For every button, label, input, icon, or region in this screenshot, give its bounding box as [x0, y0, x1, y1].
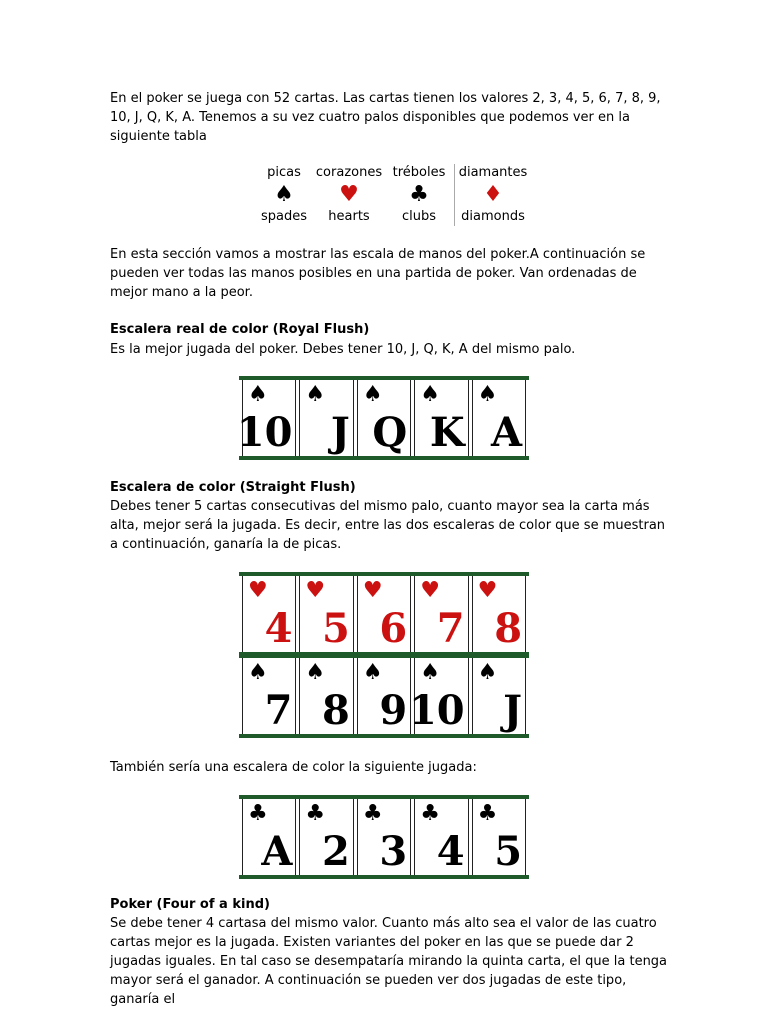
card-suit-icon: ♥	[420, 578, 440, 603]
playing-card	[357, 576, 411, 652]
card-rank: 4	[264, 605, 293, 652]
suit-english: spades	[260, 209, 307, 224]
suit-column-clubs	[384, 164, 454, 226]
playing-card	[299, 658, 353, 734]
playing-card	[299, 576, 353, 652]
card-suit-icon: ♣	[420, 801, 440, 826]
card-rank: 4	[436, 828, 465, 875]
royal-flush-heading: Escalera real de color (Royal Flush)	[110, 322, 370, 337]
card-suit-icon: ♠	[305, 660, 326, 685]
suit-column-diamonds	[454, 164, 531, 226]
spade-icon: ♠	[274, 182, 294, 207]
card-suit-icon: ♣	[248, 801, 268, 826]
card-suit-icon: ♠	[420, 382, 440, 407]
royal-flush-cards	[236, 376, 529, 460]
also-straight-text: También sería una escalera de color la siguiente jugada:	[110, 760, 477, 775]
card-rank: 6	[379, 605, 408, 652]
suit-name: tréboles	[392, 165, 446, 180]
suit-name: corazones	[315, 165, 383, 180]
card-rank: 10	[408, 687, 465, 734]
card-suit-icon: ♠	[362, 382, 383, 407]
poker-text: Se debe tener 4 cartasa del mismo valor. Cuanto más alto sea el valor de las cuatro cartas mejor es la jugada. Existen variantes del poker en las que se puede dar 2 jugadas iguales. En tal caso se desempataría mirando la quinta carta, el que la tenga mayor será el ganador. A continuación se pueden ver dos jugadas de este tipo, ganaría el	[110, 916, 668, 1007]
suit-english: clubs	[401, 209, 437, 224]
card-rank: 2	[321, 828, 350, 875]
section-intro-paragraph: En esta sección vamos a mostrar las escala de manos del poker.A continuación se pueden ver todas las manos posibles en una partida de poker. Van ordenadas de mejor mano a la peor.	[110, 247, 646, 300]
suit-name: picas	[267, 165, 301, 180]
card-rank: J	[330, 409, 350, 456]
suit-english: hearts	[328, 209, 370, 224]
card-rank: 7	[264, 687, 293, 734]
clubs-straight-cards	[239, 795, 529, 879]
suit-english: diamonds	[461, 209, 525, 224]
card-suit-icon: ♣	[362, 801, 383, 826]
card-rank: 3	[379, 828, 408, 875]
poker-heading: Poker (Four of a kind)	[110, 897, 270, 912]
diamond-icon: ♦	[483, 182, 503, 207]
straight-flush-heading: Escalera de color (Straight Flush)	[110, 480, 356, 495]
hearts-straight-cards	[239, 572, 529, 656]
card-suit-icon: ♥	[362, 578, 383, 603]
card-suit-icon: ♥	[305, 578, 326, 603]
card-rank: J	[503, 687, 523, 734]
card-rank: A	[490, 409, 523, 456]
card-rank: 8	[494, 605, 523, 652]
playing-card	[414, 576, 468, 652]
playing-card	[414, 380, 468, 456]
playing-card	[242, 576, 296, 652]
card-rank: 5	[321, 605, 350, 652]
card-rank: 8	[321, 687, 350, 734]
card-suit-icon: ♣	[477, 801, 498, 826]
card-suit-icon: ♣	[305, 801, 326, 826]
playing-card	[414, 799, 468, 875]
playing-card	[408, 658, 468, 734]
card-suit-icon: ♠	[248, 382, 268, 407]
playing-card	[472, 576, 526, 652]
suits-table	[254, 164, 531, 226]
playing-card	[236, 380, 296, 456]
card-rank: 5	[494, 828, 523, 875]
playing-card	[242, 658, 296, 734]
straight-flush-text: Debes tener 5 cartas consecutivas del mismo palo, cuanto mayor sea la carta más alta, mejor será la jugada. Es decir, entre las dos escaleras de color que se muestran a continuación, ganaría la de picas.	[110, 499, 666, 552]
playing-card	[242, 799, 296, 875]
intro-paragraph: En el poker se juega con 52 cartas. Las cartas tienen los valores 2, 3, 4, 5, 6, 7, 8, 9, 10, J, Q, K, A. Tenemos a su vez cuatro palos disponibles que podemos ver en la siguiente tabla	[110, 91, 661, 144]
playing-card	[472, 799, 526, 875]
playing-card	[357, 658, 411, 734]
playing-card	[472, 658, 526, 734]
card-suit-icon: ♠	[477, 660, 498, 685]
card-rank: Q	[372, 409, 408, 456]
card-rank: K	[429, 409, 465, 456]
card-suit-icon: ♠	[420, 660, 440, 685]
playing-card	[472, 380, 526, 456]
card-suit-icon: ♠	[362, 660, 383, 685]
suit-column-hearts	[314, 164, 384, 226]
card-rank: 7	[436, 605, 465, 652]
card-rank: 9	[379, 687, 408, 734]
royal-flush-text: Es la mejor jugada del poker. Debes tener 10, J, Q, K, A del mismo palo.	[110, 342, 576, 357]
spades-straight-cards	[239, 654, 529, 738]
card-suit-icon: ♥	[248, 578, 268, 603]
club-icon: ♣	[409, 182, 429, 207]
playing-card	[357, 380, 411, 456]
card-suit-icon: ♠	[305, 382, 326, 407]
playing-card	[299, 380, 353, 456]
card-rank: 10	[236, 409, 293, 456]
suit-name: diamantes	[458, 165, 528, 180]
heart-icon: ♥	[339, 182, 359, 207]
card-rank: A	[261, 828, 293, 875]
suit-column-spades	[254, 164, 314, 226]
card-suit-icon: ♠	[248, 660, 268, 685]
playing-card	[357, 799, 411, 875]
card-suit-icon: ♠	[477, 382, 498, 407]
playing-card	[299, 799, 353, 875]
card-suit-icon: ♥	[477, 578, 498, 603]
